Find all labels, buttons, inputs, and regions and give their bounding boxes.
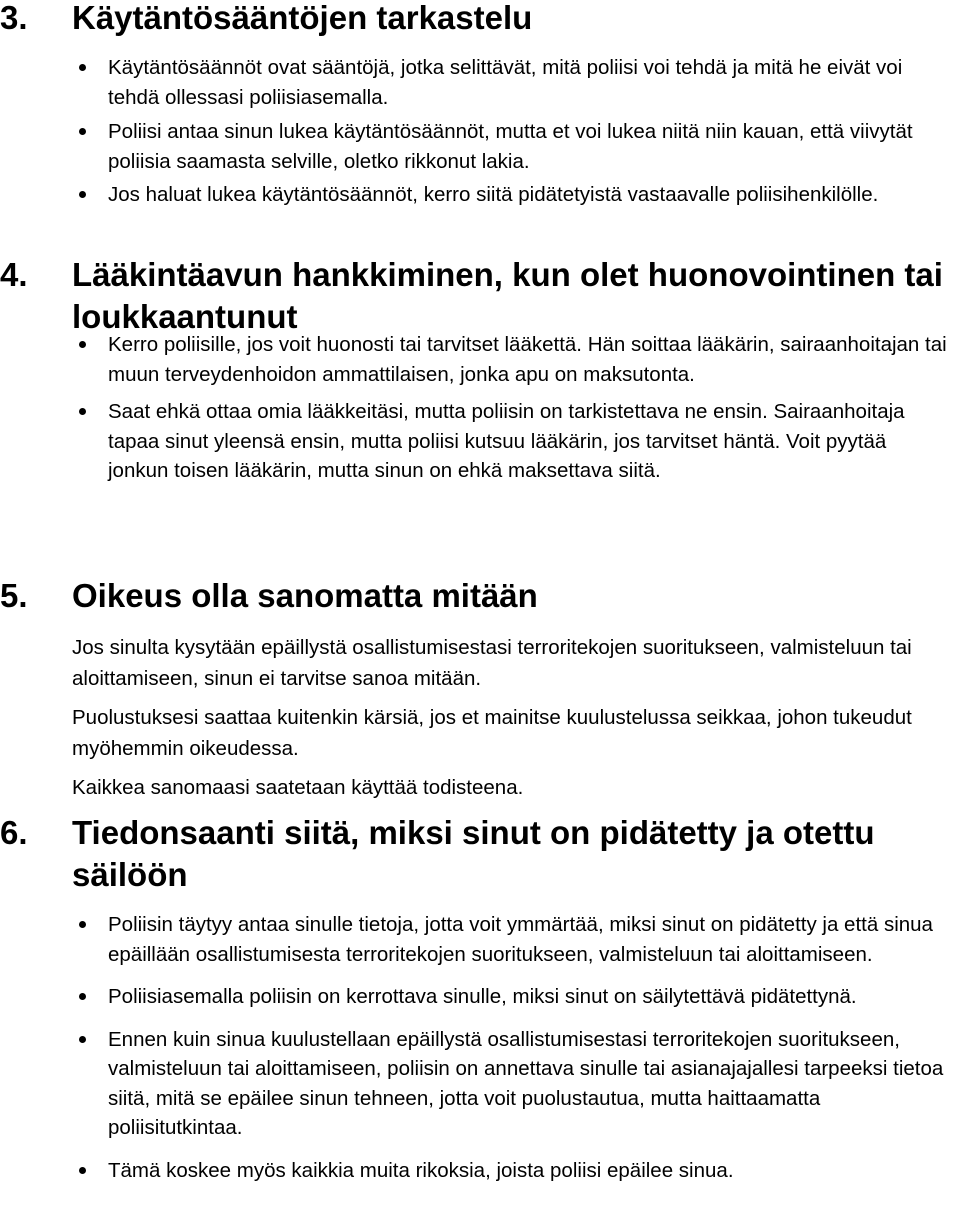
list-item: Ennen kuin sinua kuulustellaan epäillystä osallistumisestasi terroritekojen suoritukseen, valmisteluun tai aloittamiseen, poliisin on annettava sinulle tai asianajajallesi tarpeeksi tietoa siitä, mitä se epäilee sinun tehneen, jotta voit puolustautua, mutta haittaamatta poliisitutkintaa. [0,1025,948,1143]
bullet-icon [79,191,86,198]
paragraph: Kaikkea sanomaasi saatetaan käyttää todisteena. [72,776,524,799]
bullet-icon [79,128,86,135]
paragraph: Jos sinulta kysytään epäillystä osallistumisestasi terroritekojen suoritukseen, valmisteluun tai aloittamiseen, sinun ei tarvitse sanoa mitään. [72,636,912,690]
section-3-bullet-list [0,53,960,210]
list-item: Tämä koskee myös kaikkia muita rikoksia, joista poliisi epäilee sinua. [0,1156,948,1186]
list-item: Jos haluat lukea käytäntösäännöt, kerro siitä pidätetyistä vastaavalle poliisihenkilölle. [0,180,948,210]
list-item: Saat ehkä ottaa omia lääkkeitäsi, mutta poliisin on tarkistettava ne ensin. Sairaanhoitaja tapaa sinut yleensä ensin, mutta poliisi kutsuu lääkärin, jos tarvitset häntä. Voit pyytää jonkun toisen lääkärin, mutta sinun on ehkä maksettava siitä. [0,397,948,486]
list-item: Poliisiasemalla poliisin on kerrottava sinulle, miksi sinut on säilytettävä pidätettynä. [0,982,948,1012]
list-item: Poliisin täytyy antaa sinulle tietoja, jotta voit ymmärtää, miksi sinut on pidätetty ja että sinua epäillään osallistumisesta terroritekojen suoritukseen, valmisteluun tai aloittamiseen. [0,910,948,969]
list-item: Poliisi antaa sinun lukea käytäntösäännöt, mutta et voi lukea niitä niin kauan, että viivytät poliisia saamasta selville, oletko rikkonut lakia. [0,117,948,176]
bullet-icon [79,408,86,415]
section-number: 6. [0,814,28,851]
list-item: Kerro poliisille, jos voit huonosti tai tarvitset lääkettä. Hän soittaa lääkärin, sairaanhoitajan tai muun terveydenhoidon ammattilaisen, jonka apu on maksutonta. [0,330,948,389]
section-3-heading [0,0,947,39]
paragraph: Puolustuksesi saattaa kuitenkin kärsiä, jos et mainitse kuulustelussa seikkaa, johon tukeudut myöhemmin oikeudessa. [72,706,912,760]
bullet-icon [79,1036,86,1043]
section-4-heading [0,254,947,338]
section-title: Oikeus olla sanomatta mitään [72,577,538,614]
section-6-heading [0,812,947,896]
section-title: Käytäntösääntöjen tarkastelu [72,0,533,36]
bullet-icon [79,921,86,928]
list-item: Käytäntösäännöt ovat sääntöjä, jotka selittävät, mitä poliisi voi tehdä ja mitä he eivät voi tehdä ollessasi poliisiasemalla. [0,53,948,112]
section-title: Tiedonsaanti siitä, miksi sinut on pidätetty ja otettu säilöön [72,814,875,893]
bullet-icon [79,1167,86,1174]
bullet-icon [79,341,86,348]
section-5-heading [0,575,947,617]
section-number: 5. [0,577,28,614]
section-title: Lääkintäavun hankkiminen, kun olet huonovointinen tai loukkaantunut [72,256,943,335]
section-6-bullet-list [0,910,960,1185]
section-number: 3. [0,0,28,36]
section-number: 4. [0,256,28,293]
bullet-icon [79,993,86,1000]
section-4-bullet-list [0,330,960,486]
bullet-icon [79,64,86,71]
